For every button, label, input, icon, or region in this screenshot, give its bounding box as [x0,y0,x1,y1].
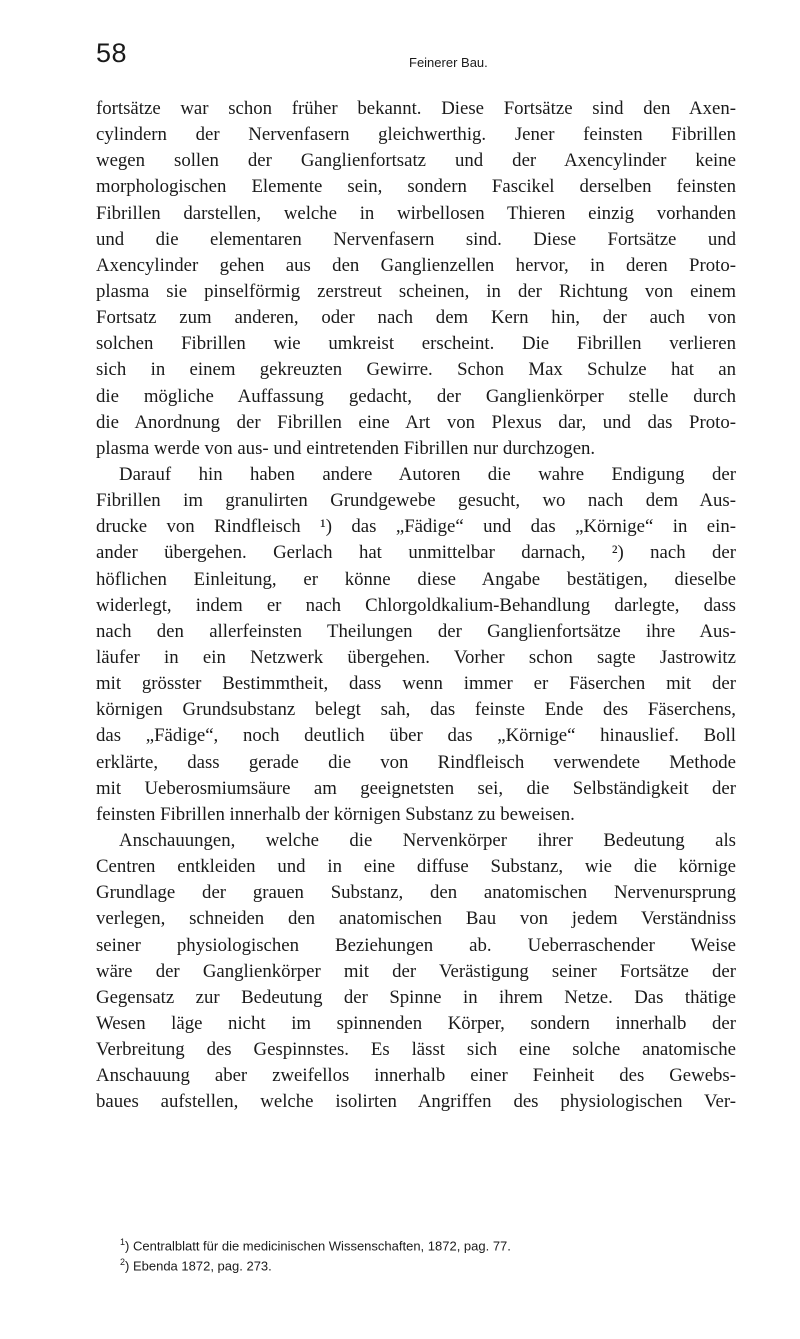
footnote-mark: 1 [120,1237,126,1247]
text-line: ander übergehen. Gerlach hat unmittelbar darnach, ²) nach der [96,542,736,564]
text-line: verlegen, schneiden den anatomischen Bau von jedem Verständniss [96,908,736,930]
text-line: drucke von Rindfleisch ¹) das „Fädige“ und das „Körnige“ in ein- [96,516,736,538]
body-text [96,96,736,1115]
text-line: Grundlage der grauen Substanz, den anatomischen Nervenursprung [96,882,736,904]
text-line: Fortsatz zum anderen, oder nach dem Kern hin, der auch von [96,307,736,329]
text-line: die mögliche Auffassung gedacht, der Ganglienkörper stelle durch [96,385,736,407]
text-line: Fibrillen darstellen, welche in wirbellosen Thieren einzig vorhanden [96,202,736,224]
paragraph-start-line: Anschauungen, welche die Nervenkörper ihrer Bedeutung als [119,829,736,851]
paragraph-start-line: Darauf hin haben andere Autoren die wahre Endigung der [119,463,736,485]
text-line: wegen sollen der Ganglienfortsatz und der Axencylinder keine [96,150,736,172]
text-line: die Anordnung der Fibrillen eine Art von Plexus dar, und das Proto- [96,411,736,433]
text-line: läufer in ein Netzwerk übergehen. Vorher schon sagte Jastrowitz [96,646,736,668]
text-line: das „Fädige“, noch deutlich über das „Körnige“ hinauslief. Boll [96,725,736,747]
footnote-mark: 2 [120,1257,126,1268]
text-line: Verbreitung des Gespinnstes. Es lässt sich eine solche anatomische [96,1039,736,1061]
footnotes [120,1234,740,1275]
text-line: plasma sie pinselförmig zerstreut scheinen, in der Richtung von einem [96,280,736,302]
text-line: nach den allerfeinsten Theilungen der Ganglienfortsätze ihre Aus- [96,620,736,642]
text-line: fortsätze war schon früher bekannt. Diese Fortsätze sind den Axen- [96,98,736,119]
text-line: erklärte, dass gerade die von Rindfleisch verwendete Methode [96,751,736,773]
text-line: widerlegt, indem er nach Chlorgoldkalium-Behandlung darlegte, dass [96,594,736,616]
footnote-text: Centralblatt für die medicinischen Wissenschaften, 1872, pag. 77. [132,1238,511,1254]
text-line: Gegensatz zur Bedeutung der Spinne in ihrem Netze. Das thätige [96,986,736,1008]
footnote-text: Ebenda 1872, pag. 273. [132,1258,272,1274]
text-line: feinsten Fibrillen innerhalb der körnigen Substanz zu beweisen. [96,803,575,825]
text-line: wäre der Ganglienkörper mit der Verästigung seiner Fortsätze der [96,960,736,982]
text-line: Wesen läge nicht im spinnenden Körper, sondern innerhalb der [96,1012,736,1034]
running-title: Feinerer Bau. [409,55,488,70]
text-line: körnigen Grundsubstanz belegt sah, das feinste Ende des Fäserchens, [96,699,736,721]
text-line: Axencylinder gehen aus den Ganglienzellen hervor, in deren Proto- [96,254,736,276]
text-line: plasma werde von aus- und eintretenden Fibrillen nur durchzogen. [96,437,596,459]
text-line: morphologischen Elemente sein, sondern Fascikel derselben feinsten [96,176,736,198]
text-line: cylindern der Nervenfasern gleichwerthig. Jener feinsten Fibrillen [96,124,736,146]
text-line: und die elementaren Nervenfasern sind. Diese Fortsätze und [96,228,736,250]
text-line: sich in einem gekreuzten Gewirre. Schon Max Schulze hat an [96,359,736,381]
text-line: seiner physiologischen Beziehungen ab. Ueberraschender Weise [96,934,736,956]
text-line: Anschauung aber zweifellos innerhalb einer Feinheit des Gewebs- [96,1065,736,1087]
text-line: Centren entkleiden und in eine diffuse Substanz, wie die körnige [96,856,736,878]
footnote: $^2$) Ebenda 1872, pag. 273. [120,1257,272,1274]
text-line: höflichen Einleitung, er könne diese Angabe bestätigen, dieselbe [96,568,736,590]
text-line: mit Ueberosmiumsäure am geeignetsten sei, die Selbständigkeit der [96,777,736,799]
text-line: solchen Fibrillen wie umkreist erscheint. Die Fibrillen verlieren [96,333,736,355]
footnote: $^1$) Centralblatt für die medicinischen Wissenschaften, 1872, pag. 77. [120,1237,511,1254]
page-number: 58 [96,38,128,68]
page-header [96,38,736,78]
text-line: baues aufstellen, welche isolirten Angriffen des physiologischen Ver- [96,1091,736,1113]
text-line: Fibrillen im granulirten Grundgewebe gesucht, wo nach dem Aus- [96,490,736,512]
text-line: mit grösster Bestimmtheit, dass wenn immer er Fäserchen mit der [96,673,736,695]
